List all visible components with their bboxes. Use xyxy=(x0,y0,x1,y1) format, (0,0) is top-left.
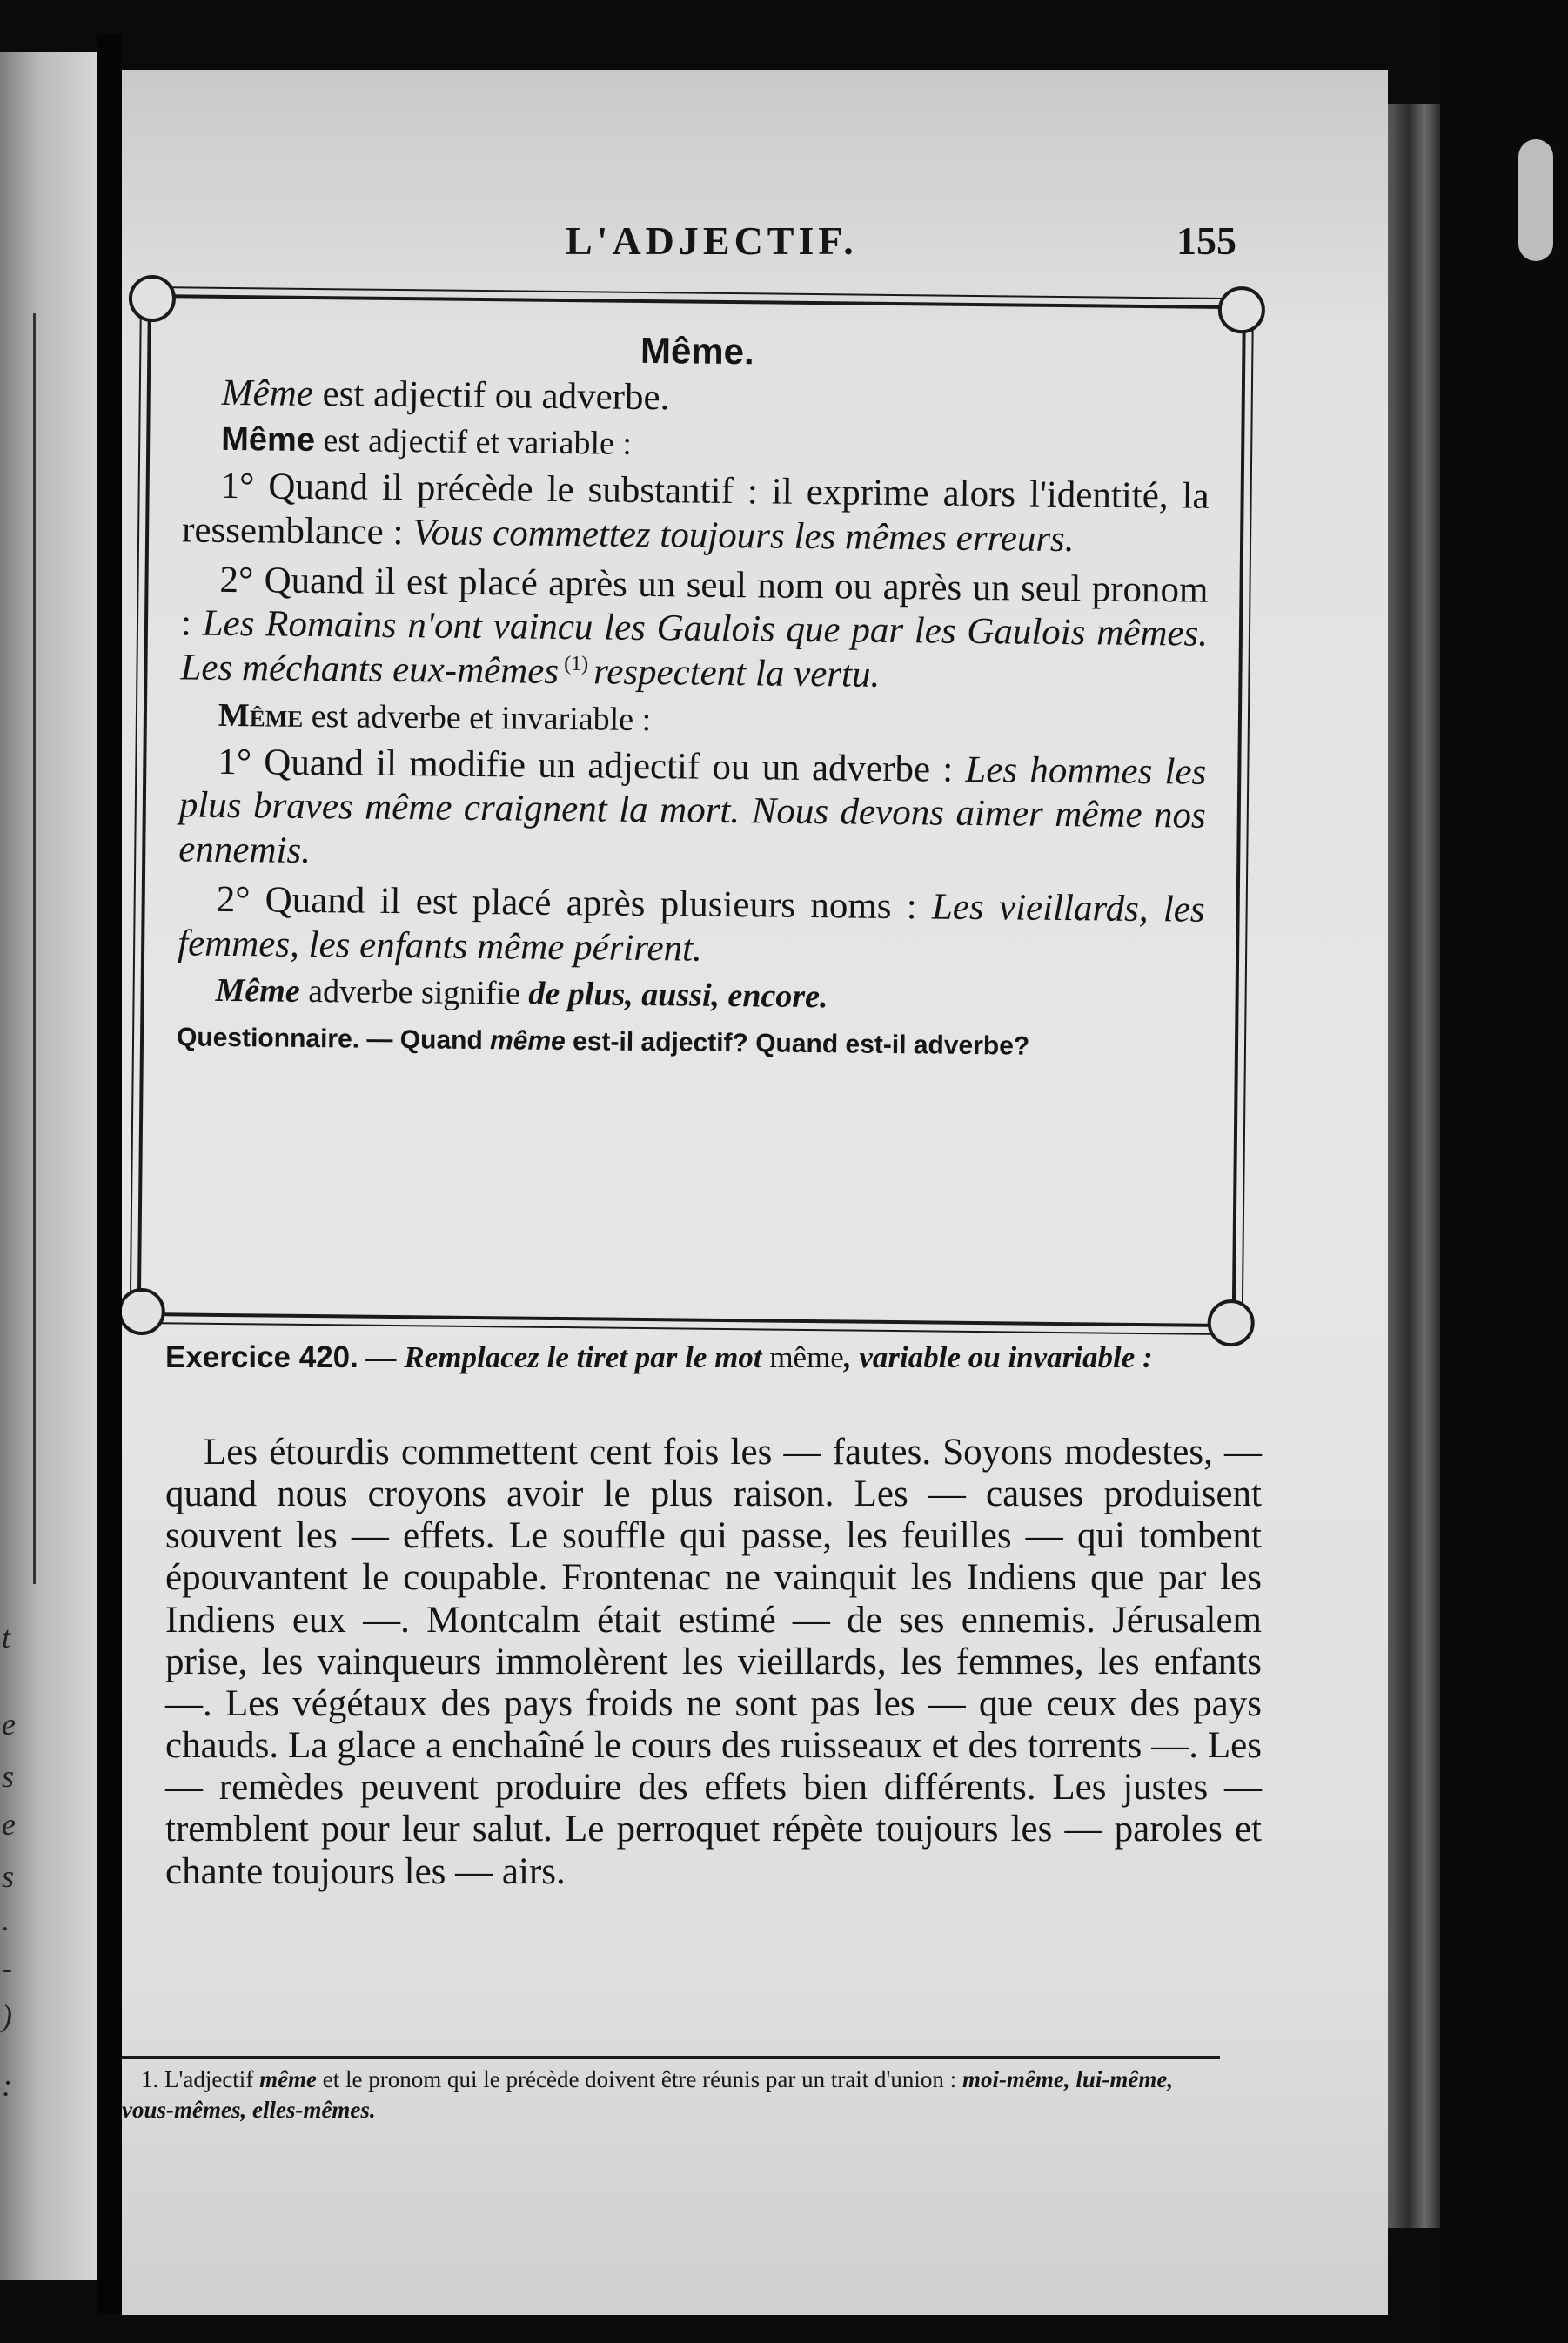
footnote-ref: (1) xyxy=(559,652,594,676)
exercise-instruction-word: même xyxy=(769,1340,844,1374)
rule-heading: Même. xyxy=(640,329,754,373)
rule-content xyxy=(177,324,1211,1069)
left-page-fragment: : xyxy=(2,2068,12,2103)
adjective-case-1-text: 1° Quand il précède le substantif : il exprime alors l'identité, la ressemblance : xyxy=(181,465,1210,554)
adjective-case-2 xyxy=(180,558,1209,702)
adjective-case-1 xyxy=(182,465,1210,564)
adverb-heading xyxy=(180,695,1207,745)
footnote-word: même xyxy=(259,2066,318,2092)
left-page-fragment: . xyxy=(2,1903,10,1937)
rule-intro-text: est adjectif ou adverbe. xyxy=(312,373,670,418)
book-page xyxy=(122,70,1388,2315)
adverb-heading-word: Même xyxy=(218,696,304,735)
adjective-heading xyxy=(183,420,1210,470)
exercise-instruction-b: , variable ou invariable : xyxy=(843,1340,1153,1374)
ornament-corner-icon xyxy=(129,275,177,323)
adverb-meaning-values: de plus, aussi, encore. xyxy=(528,975,828,1016)
footnote xyxy=(122,2064,1227,2125)
adverb-meaning-text: adverbe signifie xyxy=(299,973,529,1012)
adverb-meaning-word: Même xyxy=(215,972,300,1010)
adverb-case-1 xyxy=(178,740,1207,883)
questionnaire-label: Questionnaire. xyxy=(176,1023,360,1054)
footnote-text-a: 1. L'adjectif xyxy=(141,2066,260,2092)
ornament-corner-icon xyxy=(1218,286,1266,334)
book-gutter xyxy=(97,35,122,2315)
adverb-heading-text: est adverbe et invariable : xyxy=(303,697,652,738)
adjective-heading-text: est adjectif et variable : xyxy=(314,422,633,463)
questionnaire-text-a: — Quand xyxy=(358,1024,491,1056)
left-page-ornament-border xyxy=(9,313,36,1584)
page-number: 155 xyxy=(1176,218,1236,263)
adverb-case-2-text: 2° Quand il est placé après plusieurs noms : xyxy=(216,878,933,928)
rule-intro xyxy=(184,371,1210,426)
left-page-fragment: s xyxy=(2,1759,15,1794)
running-title: L'ADJECTIF. xyxy=(566,218,858,263)
adverb-case-1-example: Les hommes les plus braves même craignent la mort. Nous devons aimer même nos ennemis. xyxy=(178,749,1207,872)
rule-intro-word: Même xyxy=(221,372,314,414)
adverb-case-1-text: 1° Quand il modifie un adjectif ou un adverbe : xyxy=(218,741,966,790)
exercise-instruction-a: — Remplacez le tiret par le mot xyxy=(358,1340,770,1374)
questionnaire xyxy=(177,1023,1203,1064)
questionnaire-word: même xyxy=(489,1026,566,1057)
adverb-meaning xyxy=(177,971,1203,1021)
left-page-fragment: ) xyxy=(2,1998,12,2033)
left-facing-page xyxy=(0,52,97,2280)
left-page-fragment: t xyxy=(2,1620,11,1655)
page-edge xyxy=(1388,104,1440,2228)
exercise-instruction xyxy=(165,1340,1262,1374)
exercise-text: Les étourdis commettent cent fois les — fautes. Soyons modestes, — quand nous croyons avoir le plus raison. Les — causes produisent souvent les — effets. Le souffle qui passe, les feuilles — qui tombent épouvantent le coupable. Frontenac ne vainquit les Indiens que par les Indiens eux —. Montcalm était estimé — de ses ennemis. Jérusalem prise, les vainqueurs immolèrent les vieillards, les femmes, les enfants —. Les végétaux des pays froids ne sont pas les — que ceux des pays chauds. La glace a enchaîné le cours des ruisseaux et des torrents —. Les — remèdes peuvent produire des effets bien différents. Les justes — tremblent pour leur salut. Le perroquet répète toujours les — paroles et chante toujours les — airs. xyxy=(165,1432,1262,1892)
adjective-case-2-example-end: respectent la vertu. xyxy=(593,651,881,695)
left-page-fragment: - xyxy=(2,1950,12,1985)
questionnaire-text-b: est-il adjectif? Quand est-il adverbe? xyxy=(565,1027,1030,1061)
footnote-examples: moi-même, lui-même, vous-mêmes, elles-mêmes. xyxy=(122,2066,1174,2124)
running-head xyxy=(122,218,1388,270)
scan-background-right xyxy=(1440,0,1568,2343)
adverb-case-2 xyxy=(178,877,1205,977)
footnote-text-b: et le pronom qui le précède doivent être réunis par un trait d'union : xyxy=(317,2066,962,2092)
binding-clip xyxy=(1518,139,1553,261)
rule-box xyxy=(137,294,1246,1327)
left-page-fragment: s xyxy=(2,1859,15,1894)
ornament-corner-icon xyxy=(122,1288,165,1336)
adjective-case-2-example: Les Romains n'ont vaincu les Gaulois que par les Gaulois mêmes. Les méchants eux-mêmes xyxy=(180,602,1209,693)
adverb-case-2-example: Les vieillards, les femmes, les enfants même périrent. xyxy=(177,886,1205,970)
left-page-fragment: e xyxy=(2,1807,16,1842)
adjective-case-1-example: Vous commettez toujours les mêmes erreurs. xyxy=(412,512,1075,561)
adjective-case-2-text: 2° Quand il est placé après un seul nom ou après un seul pronom : xyxy=(180,559,1209,644)
left-page-fragment: e xyxy=(2,1707,16,1742)
adjective-heading-word: Même xyxy=(221,421,316,460)
footnote-divider xyxy=(122,2056,1220,2059)
exercise-label: Exercice 420. xyxy=(165,1340,358,1374)
